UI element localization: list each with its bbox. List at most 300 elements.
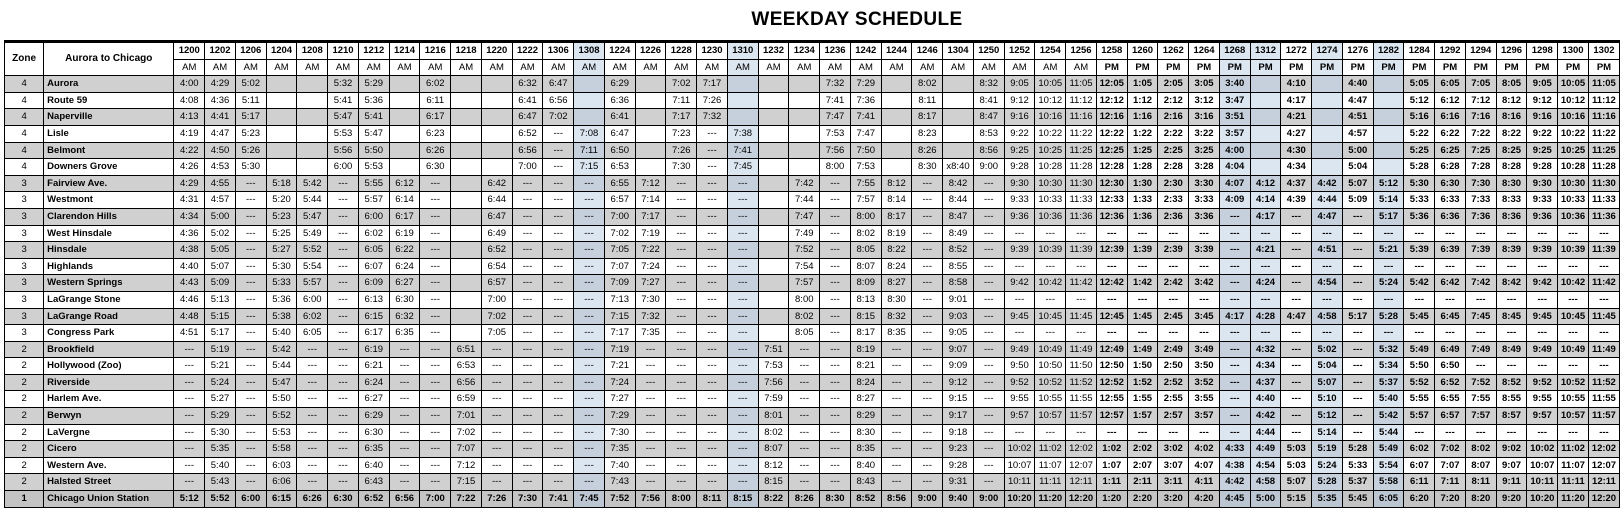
station-name: LaGrange Stone bbox=[44, 291, 174, 308]
train-number: 1308 bbox=[574, 43, 605, 60]
time-cell: --- bbox=[727, 291, 758, 308]
time-cell: --- bbox=[727, 242, 758, 259]
time-cell: 7:53 bbox=[850, 159, 881, 176]
time-cell: 5:35 bbox=[205, 441, 236, 458]
time-cell bbox=[389, 159, 420, 176]
time-cell: 9:52 bbox=[1527, 374, 1558, 391]
time-cell: --- bbox=[297, 391, 328, 408]
station-row bbox=[5, 374, 1620, 391]
time-cell: 1:25 bbox=[1127, 142, 1158, 159]
time-cell: --- bbox=[328, 408, 359, 425]
time-cell: --- bbox=[1281, 208, 1312, 225]
time-cell: 5:32 bbox=[1373, 341, 1404, 358]
time-cell bbox=[758, 76, 789, 93]
time-cell: 3:50 bbox=[1189, 358, 1220, 375]
time-cell: 5:32 bbox=[328, 76, 359, 93]
time-cell: 5:57 bbox=[297, 275, 328, 292]
time-cell: --- bbox=[666, 457, 697, 474]
train-number: 1226 bbox=[635, 43, 666, 60]
time-cell: --- bbox=[574, 374, 605, 391]
time-cell: 6:30 bbox=[1435, 175, 1466, 192]
time-cell bbox=[943, 125, 974, 142]
time-cell: 4:21 bbox=[1281, 109, 1312, 126]
time-cell: 7:13 bbox=[604, 291, 635, 308]
time-cell: --- bbox=[574, 391, 605, 408]
time-cell: --- bbox=[666, 358, 697, 375]
time-cell: --- bbox=[512, 391, 543, 408]
time-cell: --- bbox=[235, 391, 266, 408]
time-cell: 7:55 bbox=[1465, 391, 1496, 408]
time-cell: 11:12 bbox=[1588, 92, 1619, 109]
time-cell: 8:02 bbox=[789, 308, 820, 325]
time-cell: --- bbox=[666, 258, 697, 275]
time-cell: 5:30 bbox=[266, 258, 297, 275]
ampm-label: PM bbox=[1404, 59, 1435, 76]
time-cell: 5:42 bbox=[266, 341, 297, 358]
time-cell: --- bbox=[912, 441, 943, 458]
time-cell bbox=[1312, 76, 1343, 93]
time-cell: 5:42 bbox=[1373, 408, 1404, 425]
time-cell: --- bbox=[697, 358, 728, 375]
time-cell: 10:39 bbox=[1558, 242, 1589, 259]
time-cell: 9:36 bbox=[1527, 208, 1558, 225]
time-cell: 7:41 bbox=[850, 109, 881, 126]
time-cell: --- bbox=[1219, 374, 1250, 391]
time-cell: --- bbox=[973, 325, 1004, 342]
time-cell: --- bbox=[697, 175, 728, 192]
time-cell: 10:45 bbox=[1558, 308, 1589, 325]
time-cell: --- bbox=[574, 457, 605, 474]
time-cell: 3:22 bbox=[1189, 125, 1220, 142]
time-cell: 5:40 bbox=[266, 325, 297, 342]
time-cell: --- bbox=[912, 457, 943, 474]
time-cell: --- bbox=[1342, 408, 1373, 425]
time-cell: 7:52 bbox=[789, 242, 820, 259]
ampm-label: PM bbox=[1588, 59, 1619, 76]
time-cell: --- bbox=[420, 374, 451, 391]
time-cell: --- bbox=[420, 424, 451, 441]
time-cell: 6:24 bbox=[389, 258, 420, 275]
time-cell: 5:10 bbox=[1312, 391, 1343, 408]
time-cell: --- bbox=[697, 457, 728, 474]
time-cell: 3:49 bbox=[1189, 341, 1220, 358]
time-cell: 8:20 bbox=[1465, 491, 1496, 508]
time-cell: 4:47 bbox=[1312, 208, 1343, 225]
time-cell: --- bbox=[235, 341, 266, 358]
time-cell bbox=[1373, 76, 1404, 93]
time-cell: 5:03 bbox=[1281, 457, 1312, 474]
time-cell: 2:45 bbox=[1158, 308, 1189, 325]
train-number: 1222 bbox=[512, 43, 543, 60]
time-cell: 7:32 bbox=[635, 308, 666, 325]
time-cell: 10:11 bbox=[1527, 474, 1558, 491]
time-cell: --- bbox=[1096, 258, 1127, 275]
time-cell: 3:16 bbox=[1189, 109, 1220, 126]
time-cell bbox=[451, 142, 482, 159]
train-number: 1298 bbox=[1527, 43, 1558, 60]
time-cell: --- bbox=[297, 457, 328, 474]
time-cell: 5:57 bbox=[358, 192, 389, 209]
ampm-label: AM bbox=[881, 59, 912, 76]
time-cell: 10:11 bbox=[1004, 474, 1035, 491]
time-cell: 11:07 bbox=[1035, 457, 1066, 474]
time-cell: 2:36 bbox=[1158, 208, 1189, 225]
time-cell: 7:56 bbox=[635, 491, 666, 508]
time-cell: 9:11 bbox=[1496, 474, 1527, 491]
time-cell: 11:05 bbox=[1066, 76, 1097, 93]
time-cell bbox=[1250, 125, 1281, 142]
train-number: 1246 bbox=[912, 43, 943, 60]
train-number: 1234 bbox=[789, 43, 820, 60]
time-cell: --- bbox=[635, 474, 666, 491]
station-row bbox=[5, 109, 1620, 126]
time-cell: --- bbox=[512, 441, 543, 458]
time-cell: 11:20 bbox=[1035, 491, 1066, 508]
train-number: 1252 bbox=[1004, 43, 1035, 60]
time-cell bbox=[451, 225, 482, 242]
time-cell: 9:07 bbox=[1496, 457, 1527, 474]
time-cell: --- bbox=[1558, 291, 1589, 308]
train-number: 1250 bbox=[973, 43, 1004, 60]
time-cell: 6:56 bbox=[389, 491, 420, 508]
time-cell: --- bbox=[235, 275, 266, 292]
time-cell: 7:29 bbox=[850, 76, 881, 93]
time-cell: --- bbox=[328, 358, 359, 375]
time-cell: 5:24 bbox=[205, 374, 236, 391]
time-cell: --- bbox=[512, 358, 543, 375]
time-cell: 4:38 bbox=[1219, 457, 1250, 474]
time-cell: 5:23 bbox=[235, 125, 266, 142]
time-cell: 9:42 bbox=[1527, 275, 1558, 292]
time-cell: 11:49 bbox=[1588, 341, 1619, 358]
time-cell: --- bbox=[389, 474, 420, 491]
time-cell: --- bbox=[973, 457, 1004, 474]
time-cell: 3:07 bbox=[1158, 457, 1189, 474]
time-cell: 11:30 bbox=[1066, 175, 1097, 192]
time-cell: --- bbox=[481, 424, 512, 441]
time-cell: 10:33 bbox=[1558, 192, 1589, 209]
train-number: 1214 bbox=[389, 43, 420, 60]
station-name: Hinsdale bbox=[44, 242, 174, 259]
time-cell: --- bbox=[235, 291, 266, 308]
train-number: 1276 bbox=[1342, 43, 1373, 60]
ampm-label: AM bbox=[850, 59, 881, 76]
time-cell: --- bbox=[727, 358, 758, 375]
time-cell: 4:43 bbox=[174, 275, 205, 292]
time-cell: --- bbox=[881, 408, 912, 425]
time-cell: 8:29 bbox=[850, 408, 881, 425]
time-cell: --- bbox=[420, 408, 451, 425]
time-cell: --- bbox=[389, 424, 420, 441]
time-cell: 4:02 bbox=[1189, 441, 1220, 458]
time-cell bbox=[266, 125, 297, 142]
time-cell: --- bbox=[235, 441, 266, 458]
time-cell: 8:25 bbox=[1496, 142, 1527, 159]
time-cell: --- bbox=[1281, 374, 1312, 391]
time-cell: --- bbox=[1342, 275, 1373, 292]
time-cell: 5:41 bbox=[328, 92, 359, 109]
time-cell: --- bbox=[1127, 325, 1158, 342]
time-cell: 3:20 bbox=[1158, 491, 1189, 508]
station-name: West Hinsdale bbox=[44, 225, 174, 242]
time-cell: 7:05 bbox=[481, 325, 512, 342]
time-cell: --- bbox=[1219, 208, 1250, 225]
time-cell: --- bbox=[727, 325, 758, 342]
station-name: Highlands bbox=[44, 258, 174, 275]
time-cell: --- bbox=[235, 358, 266, 375]
time-cell bbox=[481, 92, 512, 109]
time-cell: 1:02 bbox=[1096, 441, 1127, 458]
time-cell: 11:25 bbox=[1066, 142, 1097, 159]
time-cell: --- bbox=[420, 457, 451, 474]
time-cell: 9:03 bbox=[943, 308, 974, 325]
time-cell: 12:25 bbox=[1096, 142, 1127, 159]
time-cell bbox=[758, 225, 789, 242]
time-cell: 4:04 bbox=[1219, 159, 1250, 176]
time-cell: --- bbox=[1435, 258, 1466, 275]
time-cell: 5:58 bbox=[1373, 474, 1404, 491]
time-cell bbox=[1250, 109, 1281, 126]
time-cell: --- bbox=[1219, 225, 1250, 242]
time-cell: 3:47 bbox=[1219, 92, 1250, 109]
time-cell: 6:00 bbox=[328, 159, 359, 176]
time-cell: --- bbox=[235, 325, 266, 342]
time-cell: 5:13 bbox=[205, 291, 236, 308]
time-cell: --- bbox=[1004, 225, 1035, 242]
time-cell: 9:12 bbox=[943, 374, 974, 391]
time-cell: --- bbox=[1096, 291, 1127, 308]
time-cell: 8:39 bbox=[1496, 242, 1527, 259]
time-cell: 5:00 bbox=[1250, 491, 1281, 508]
time-cell: 6:41 bbox=[604, 109, 635, 126]
time-cell: 6:05 bbox=[1435, 76, 1466, 93]
time-cell: 5:30 bbox=[1404, 175, 1435, 192]
time-cell: --- bbox=[820, 242, 851, 259]
time-cell: --- bbox=[1404, 258, 1435, 275]
time-cell: --- bbox=[543, 275, 574, 292]
time-cell bbox=[481, 159, 512, 176]
time-cell: --- bbox=[389, 441, 420, 458]
time-cell: --- bbox=[1035, 225, 1066, 242]
time-cell: --- bbox=[1189, 225, 1220, 242]
time-cell: 4:07 bbox=[1219, 175, 1250, 192]
time-cell: 5:12 bbox=[1404, 92, 1435, 109]
time-cell: 5:36 bbox=[1404, 208, 1435, 225]
ampm-label: PM bbox=[1465, 59, 1496, 76]
time-cell: --- bbox=[543, 441, 574, 458]
time-cell: 5:22 bbox=[1404, 125, 1435, 142]
time-cell: 7:17 bbox=[666, 109, 697, 126]
time-cell: --- bbox=[235, 474, 266, 491]
time-cell: 11:16 bbox=[1066, 109, 1097, 126]
time-cell: 3:55 bbox=[1189, 391, 1220, 408]
time-cell: 5:12 bbox=[174, 491, 205, 508]
time-cell: --- bbox=[1527, 358, 1558, 375]
time-cell: 1:50 bbox=[1127, 358, 1158, 375]
time-cell: --- bbox=[174, 391, 205, 408]
time-cell bbox=[297, 109, 328, 126]
time-cell: --- bbox=[1219, 408, 1250, 425]
time-cell: 9:30 bbox=[1004, 175, 1035, 192]
time-cell: 6:19 bbox=[358, 341, 389, 358]
time-cell bbox=[451, 275, 482, 292]
ampm-label: PM bbox=[1189, 59, 1220, 76]
time-cell: 8:41 bbox=[973, 92, 1004, 109]
time-cell: --- bbox=[881, 474, 912, 491]
time-cell: 5:00 bbox=[1342, 142, 1373, 159]
time-cell: --- bbox=[666, 291, 697, 308]
station-row bbox=[5, 175, 1620, 192]
zone-cell: 4 bbox=[5, 125, 44, 142]
time-cell: --- bbox=[1096, 325, 1127, 342]
time-cell: --- bbox=[1066, 225, 1097, 242]
time-cell: 12:11 bbox=[1588, 474, 1619, 491]
time-cell: --- bbox=[328, 242, 359, 259]
time-cell: 8:21 bbox=[850, 358, 881, 375]
time-cell bbox=[297, 159, 328, 176]
time-cell: 4:19 bbox=[174, 125, 205, 142]
time-cell: --- bbox=[1465, 291, 1496, 308]
time-cell: 5:14 bbox=[1312, 424, 1343, 441]
time-cell: --- bbox=[820, 291, 851, 308]
ampm-label: AM bbox=[481, 59, 512, 76]
time-cell: 7:22 bbox=[635, 242, 666, 259]
time-cell: 9:25 bbox=[1004, 142, 1035, 159]
time-cell: 6:29 bbox=[358, 408, 389, 425]
time-cell: --- bbox=[512, 474, 543, 491]
time-cell: 5:00 bbox=[205, 208, 236, 225]
time-cell: 11:02 bbox=[1558, 441, 1589, 458]
time-cell bbox=[758, 175, 789, 192]
station-row bbox=[5, 159, 1620, 176]
time-cell: 4:00 bbox=[1219, 142, 1250, 159]
time-cell: 9:00 bbox=[973, 491, 1004, 508]
time-cell: --- bbox=[1373, 325, 1404, 342]
time-cell: 3:52 bbox=[1189, 374, 1220, 391]
time-cell: --- bbox=[1281, 358, 1312, 375]
time-cell: --- bbox=[1588, 258, 1619, 275]
time-cell: 6:02 bbox=[358, 225, 389, 242]
zone-cell: 3 bbox=[5, 291, 44, 308]
time-cell: 7:02 bbox=[604, 225, 635, 242]
time-cell: --- bbox=[973, 308, 1004, 325]
time-cell: 4:27 bbox=[1281, 125, 1312, 142]
time-cell: 5:39 bbox=[1404, 242, 1435, 259]
time-cell: 5:49 bbox=[1373, 441, 1404, 458]
time-cell: 5:12 bbox=[1312, 408, 1343, 425]
time-cell: 8:19 bbox=[881, 225, 912, 242]
time-cell: --- bbox=[574, 208, 605, 225]
time-cell bbox=[451, 291, 482, 308]
time-cell: 7:41 bbox=[727, 142, 758, 159]
time-cell: --- bbox=[635, 374, 666, 391]
time-cell bbox=[297, 125, 328, 142]
time-cell: --- bbox=[727, 175, 758, 192]
time-cell: --- bbox=[1527, 258, 1558, 275]
time-cell: --- bbox=[1588, 225, 1619, 242]
time-cell: 5:21 bbox=[1373, 242, 1404, 259]
time-cell bbox=[727, 92, 758, 109]
time-cell: --- bbox=[727, 424, 758, 441]
zone-cell: 4 bbox=[5, 76, 44, 93]
time-cell bbox=[881, 76, 912, 93]
time-cell: 6:17 bbox=[358, 325, 389, 342]
ampm-label: PM bbox=[1219, 59, 1250, 76]
time-cell bbox=[758, 92, 789, 109]
time-cell: 4:12 bbox=[1250, 175, 1281, 192]
time-cell: --- bbox=[1558, 424, 1589, 441]
time-cell: 3:12 bbox=[1189, 92, 1220, 109]
time-cell: --- bbox=[481, 457, 512, 474]
time-cell: 8:05 bbox=[789, 325, 820, 342]
time-cell: --- bbox=[174, 457, 205, 474]
time-cell: 7:30 bbox=[512, 491, 543, 508]
time-cell: 4:38 bbox=[174, 242, 205, 259]
time-cell: 5:43 bbox=[205, 474, 236, 491]
time-cell: 3:57 bbox=[1189, 408, 1220, 425]
time-cell: 5:30 bbox=[235, 159, 266, 176]
time-cell: --- bbox=[1250, 225, 1281, 242]
time-cell: 6:36 bbox=[604, 92, 635, 109]
time-cell: --- bbox=[820, 258, 851, 275]
time-cell: 8:47 bbox=[973, 109, 1004, 126]
time-cell: 9:16 bbox=[1004, 109, 1035, 126]
time-cell bbox=[574, 109, 605, 126]
station-name: Berwyn bbox=[44, 408, 174, 425]
time-cell: 8:55 bbox=[943, 258, 974, 275]
time-cell: --- bbox=[420, 325, 451, 342]
time-cell: --- bbox=[1066, 424, 1097, 441]
time-cell: --- bbox=[666, 441, 697, 458]
time-cell: --- bbox=[420, 441, 451, 458]
time-cell: 4:26 bbox=[174, 159, 205, 176]
time-cell: 7:47 bbox=[789, 208, 820, 225]
time-cell: 6:22 bbox=[389, 242, 420, 259]
time-cell: 5:04 bbox=[1342, 159, 1373, 176]
time-cell: 6:23 bbox=[420, 125, 451, 142]
time-cell: --- bbox=[635, 341, 666, 358]
time-cell: --- bbox=[1281, 424, 1312, 441]
time-cell: --- bbox=[543, 291, 574, 308]
time-cell: 11:22 bbox=[1588, 125, 1619, 142]
time-cell: 10:57 bbox=[1558, 408, 1589, 425]
time-cell: 10:05 bbox=[1558, 76, 1589, 93]
station-row bbox=[5, 474, 1620, 491]
time-cell: --- bbox=[328, 374, 359, 391]
train-number: 1230 bbox=[697, 43, 728, 60]
time-cell: 5:42 bbox=[297, 175, 328, 192]
time-cell: --- bbox=[1342, 258, 1373, 275]
time-cell: 2:11 bbox=[1127, 474, 1158, 491]
time-cell: 10:07 bbox=[1527, 457, 1558, 474]
time-cell: 7:11 bbox=[1435, 474, 1466, 491]
time-cell: --- bbox=[697, 225, 728, 242]
time-cell: 7:56 bbox=[820, 142, 851, 159]
time-cell: --- bbox=[1219, 341, 1250, 358]
time-cell: --- bbox=[174, 341, 205, 358]
time-cell: --- bbox=[174, 441, 205, 458]
time-cell: 3:45 bbox=[1189, 308, 1220, 325]
time-cell: --- bbox=[1281, 291, 1312, 308]
time-cell: --- bbox=[727, 391, 758, 408]
time-cell: 12:12 bbox=[1096, 92, 1127, 109]
time-cell: 12:05 bbox=[1096, 76, 1127, 93]
time-cell: 8:11 bbox=[912, 92, 943, 109]
time-cell: --- bbox=[235, 424, 266, 441]
train-number: 1260 bbox=[1127, 43, 1158, 60]
time-cell: 10:55 bbox=[1558, 391, 1589, 408]
time-cell: --- bbox=[881, 391, 912, 408]
